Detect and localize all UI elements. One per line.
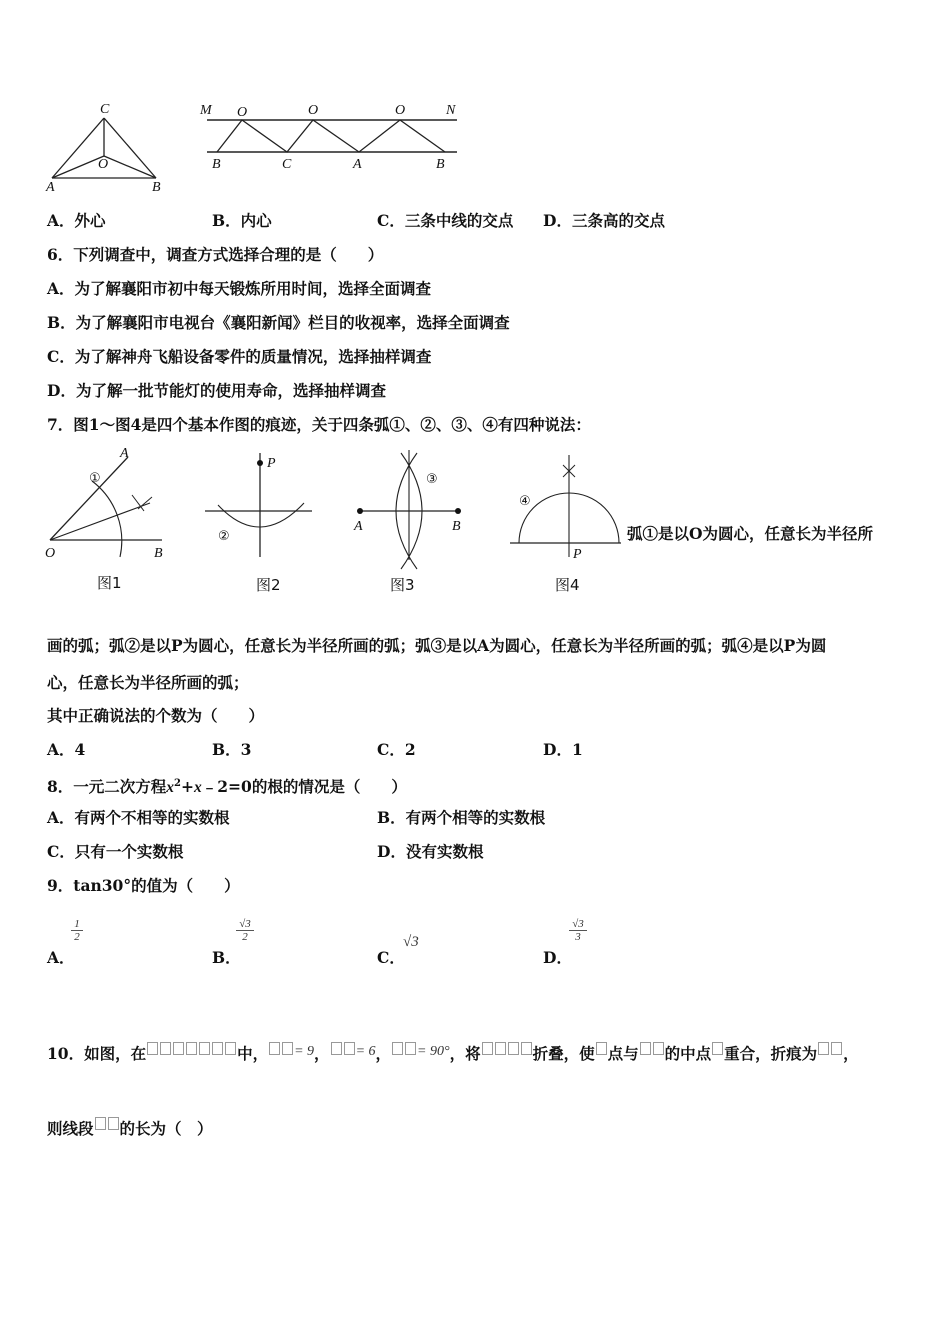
fig1-label-o: O bbox=[45, 546, 56, 561]
label-b1: B bbox=[212, 157, 221, 172]
q5-option-d[interactable]: D．三条高的交点 bbox=[543, 211, 665, 230]
label-a: A bbox=[353, 157, 362, 172]
label-o1: O bbox=[237, 105, 248, 120]
q8-option-d[interactable]: D．没有实数根 bbox=[377, 842, 484, 861]
q9-option-b-value[interactable]: $\frac{√3}{2}$ bbox=[236, 918, 254, 943]
q5-option-c[interactable]: C．三条中线的交点 bbox=[377, 211, 514, 230]
fig2-caption: 图2 bbox=[256, 576, 281, 594]
fig1-caption: 图1 bbox=[97, 574, 122, 592]
q7-option-c[interactable]: C．2 bbox=[377, 740, 416, 759]
q9-option-b-label[interactable]: B． bbox=[212, 948, 241, 967]
q5-triangle-figure bbox=[40, 98, 175, 198]
fig2-label-p: P bbox=[267, 456, 276, 471]
fig3-label-a: A bbox=[354, 519, 363, 534]
q7-option-a[interactable]: A．4 bbox=[47, 740, 86, 759]
q9-option-c-value[interactable]: √3 bbox=[403, 934, 419, 950]
fig1-label-b: B bbox=[154, 546, 163, 561]
label-b: B bbox=[152, 180, 161, 195]
q9-stem: 9．tan30°的值为（ ） bbox=[47, 876, 240, 895]
q7-text-line3: 心，任意长为半径所画的弧； bbox=[47, 673, 249, 692]
fig4-label-p: P bbox=[573, 547, 582, 562]
label-m: M bbox=[200, 103, 212, 118]
label-b2: B bbox=[436, 157, 445, 172]
fig3-arc-label: ③ bbox=[426, 472, 438, 487]
q7-option-d[interactable]: D．1 bbox=[543, 740, 583, 759]
q7-figure-3 bbox=[348, 445, 473, 595]
q7-figure-2 bbox=[200, 445, 320, 595]
q7-text-line2: 画的弧；弧②是以P为圆心，任意长为半径所画的弧；弧③是以A为圆心，任意长为半径所画的弧；弧④是以P为圆 bbox=[47, 636, 827, 655]
label-c: C bbox=[100, 102, 110, 117]
label-c: C bbox=[282, 157, 292, 172]
fig3-label-b: B bbox=[452, 519, 461, 534]
label-n: N bbox=[446, 103, 456, 118]
fig1-label-a: A bbox=[120, 446, 129, 461]
label-o2: O bbox=[308, 103, 319, 118]
q9-option-d-label[interactable]: D． bbox=[543, 948, 572, 967]
fig1-arc-label: ① bbox=[89, 471, 101, 486]
q9-option-d-value[interactable]: $\frac{√3}{3}$ bbox=[569, 918, 587, 943]
label-o3: O bbox=[395, 103, 406, 118]
label-a: A bbox=[46, 180, 55, 195]
q7-figure-1 bbox=[40, 445, 175, 595]
q5-option-b[interactable]: B．内心 bbox=[212, 211, 272, 230]
q8-option-a[interactable]: A．有两个不相等的实数根 bbox=[47, 808, 230, 827]
label-o: O bbox=[98, 157, 109, 172]
q6-option-d[interactable]: D．为了解一批节能灯的使用寿命，选择抽样调查 bbox=[47, 381, 386, 400]
q8-stem: 8．一元二次方程$x^2+x﹣2=0$的根的情况是（ ） bbox=[47, 777, 407, 797]
fig3-caption: 图3 bbox=[390, 576, 415, 594]
q10-line1: 10．如图，在 中， = 9， = 6， = 90°，将 折叠，使 点与 的中点 重合，折痕为 ， bbox=[47, 1044, 859, 1063]
q10-line2: 则线段 的长为（ ） bbox=[47, 1119, 213, 1138]
q6-option-b[interactable]: B．为了解襄阳市电视台《襄阳新闻》栏目的收视率，选择全面调查 bbox=[47, 313, 510, 332]
q9-option-c-label[interactable]: C． bbox=[377, 948, 405, 967]
q9-option-a-label[interactable]: A． bbox=[47, 948, 75, 967]
fig4-caption: 图4 bbox=[555, 576, 580, 594]
q7-stem: 7．图1～图4是四个基本作图的痕迹，关于四条弧①、②、③、④有四种说法： bbox=[47, 415, 591, 434]
q7-figure-4 bbox=[505, 445, 630, 595]
q6-option-a[interactable]: A．为了解襄阳市初中每天锻炼所用时间，选择全面调查 bbox=[47, 279, 432, 298]
q8-option-c[interactable]: C．只有一个实数根 bbox=[47, 842, 184, 861]
fig4-arc-label: ④ bbox=[519, 494, 531, 509]
q9-option-a-value[interactable]: $\frac{1}{2}$ bbox=[71, 918, 83, 943]
q5-zigzag-figure bbox=[195, 98, 465, 178]
fig2-arc-label: ② bbox=[218, 529, 230, 544]
q6-option-c[interactable]: C．为了解神舟飞船设备零件的质量情况，选择抽样调查 bbox=[47, 347, 432, 366]
q8-option-b[interactable]: B．有两个相等的实数根 bbox=[377, 808, 546, 827]
q7-option-b[interactable]: B．3 bbox=[212, 740, 252, 759]
q6-stem: 6．下列调查中，调查方式选择合理的是（ ） bbox=[47, 245, 384, 264]
q5-option-a[interactable]: A．外心 bbox=[47, 211, 106, 230]
q7-text-inline: 弧①是以O为圆心，任意长为半径所 bbox=[627, 524, 874, 543]
q7-question: 其中正确说法的个数为（ ） bbox=[47, 706, 265, 725]
